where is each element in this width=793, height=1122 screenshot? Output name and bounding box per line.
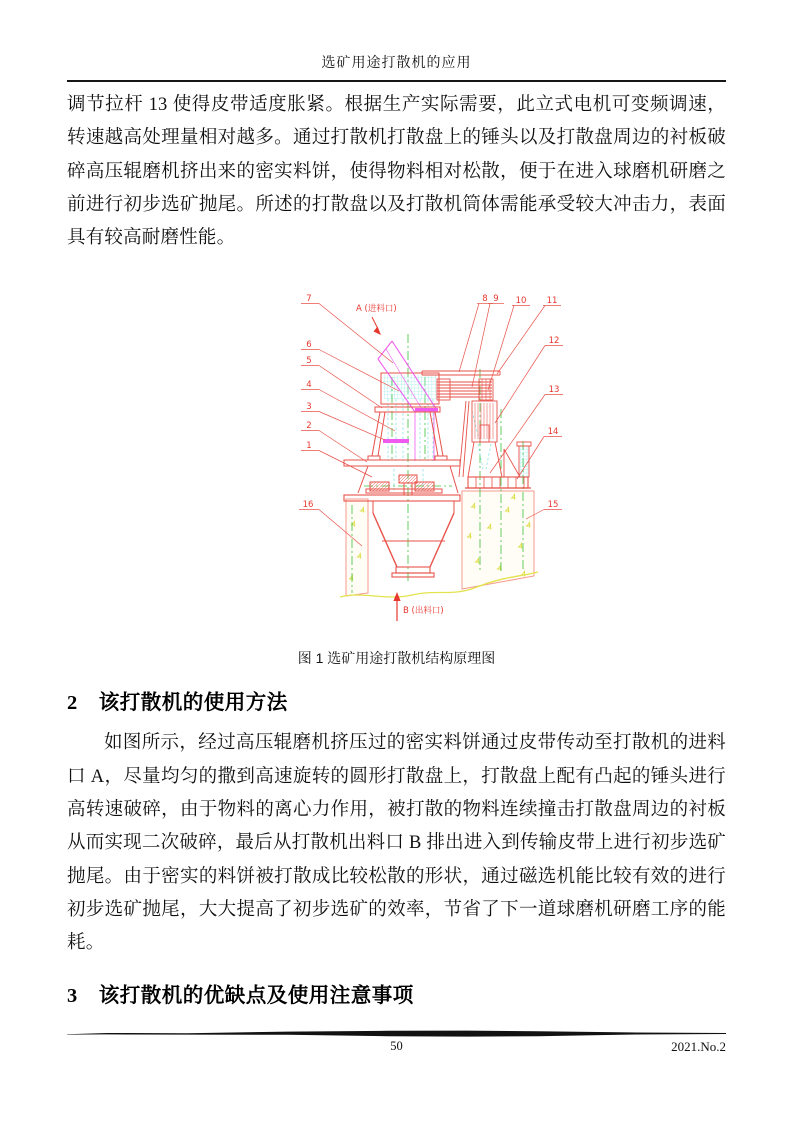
section-3-title: 该打散机的优缺点及使用注意事项 (98, 983, 414, 1007)
callout-11: 11 (546, 296, 558, 307)
paragraph-1: 调节拉杆 13 使得皮带适度胀紧。根据生产实际需要，此立式电机可变频调速，转速越高处理量相对越多。通过打散机打散盘上的锤头以及打散盘周边的衬板破碎高压辊磨机挤出来的密实料饼，使得物料相对松散，便于在进入球磨机研磨之前进行初步选矿抛尾。所述的打散盘以及打散机筒体需能承受较大冲击力，表面具有较高耐磨性能。 (67, 95, 726, 249)
section-3-heading (67, 978, 726, 1008)
page-footer (67, 1030, 726, 1059)
callout-5: 5 (306, 356, 312, 367)
section-2-number: 2 (67, 692, 78, 715)
callout-4: 4 (306, 380, 312, 391)
section-2-title: 该打散机的使用方法 (98, 691, 288, 715)
figure-1-caption: 图 1 选矿用途打散机结构原理图 (297, 650, 496, 667)
page-number: 50 (390, 1039, 403, 1053)
outlet-label-b: B (出料口) (403, 606, 444, 617)
issue-number: 2021.No.2 (671, 1039, 726, 1054)
machine-body (344, 407, 460, 495)
figure-1 (281, 279, 633, 634)
running-head-title: 选矿用途打散机的应用 (321, 56, 472, 71)
callout-12: 12 (548, 336, 560, 347)
callout-16: 16 (302, 500, 314, 511)
inlet-arrow (374, 327, 382, 336)
callout-15: 15 (547, 500, 559, 511)
callout-14: 14 (547, 427, 559, 438)
callout-9: 9 (493, 294, 499, 305)
header-rule (67, 80, 726, 82)
callout-13: 13 (548, 385, 560, 396)
motor (459, 401, 520, 477)
support-platform (465, 442, 531, 488)
callout-1: 1 (306, 441, 312, 452)
callout-10: 10 (515, 296, 527, 307)
section-3-number: 3 (67, 984, 78, 1007)
inlet-label-a: A (进料口) (356, 304, 397, 315)
callout-7: 7 (306, 294, 312, 305)
footer-rule-bar (67, 1030, 726, 1038)
paragraph-2: 如图所示，经过高压辊磨机挤压过的密实料饼通过皮带传动至打散机的进料口 A，尽量均匀的撒到高速旋转的圆形打散盘上，打散盘上配有凸起的锤头进行高转速破碎，由于物料的离心力作用，被打散的物料连续撞击打散盘周边的衬板从而实现二次破碎，最后从打散机出料口 B 排出进入到传输皮带上进行初步选矿抛尾。由于密实的料饼被打散成比较松散的形状，通过磁选机能比较有效的进行初步选矿抛尾，大大提高了初步选矿的效率，节省了下一道球磨机研磨工序的能耗。 (67, 733, 726, 954)
callout-8: 8 (482, 294, 488, 305)
callout-3: 3 (306, 402, 312, 413)
callout-6: 6 (306, 340, 312, 351)
callout-2: 2 (306, 421, 312, 432)
machine-structure-diagram (281, 279, 633, 629)
section-2-heading (67, 685, 726, 715)
callout-numbers (303, 294, 560, 510)
